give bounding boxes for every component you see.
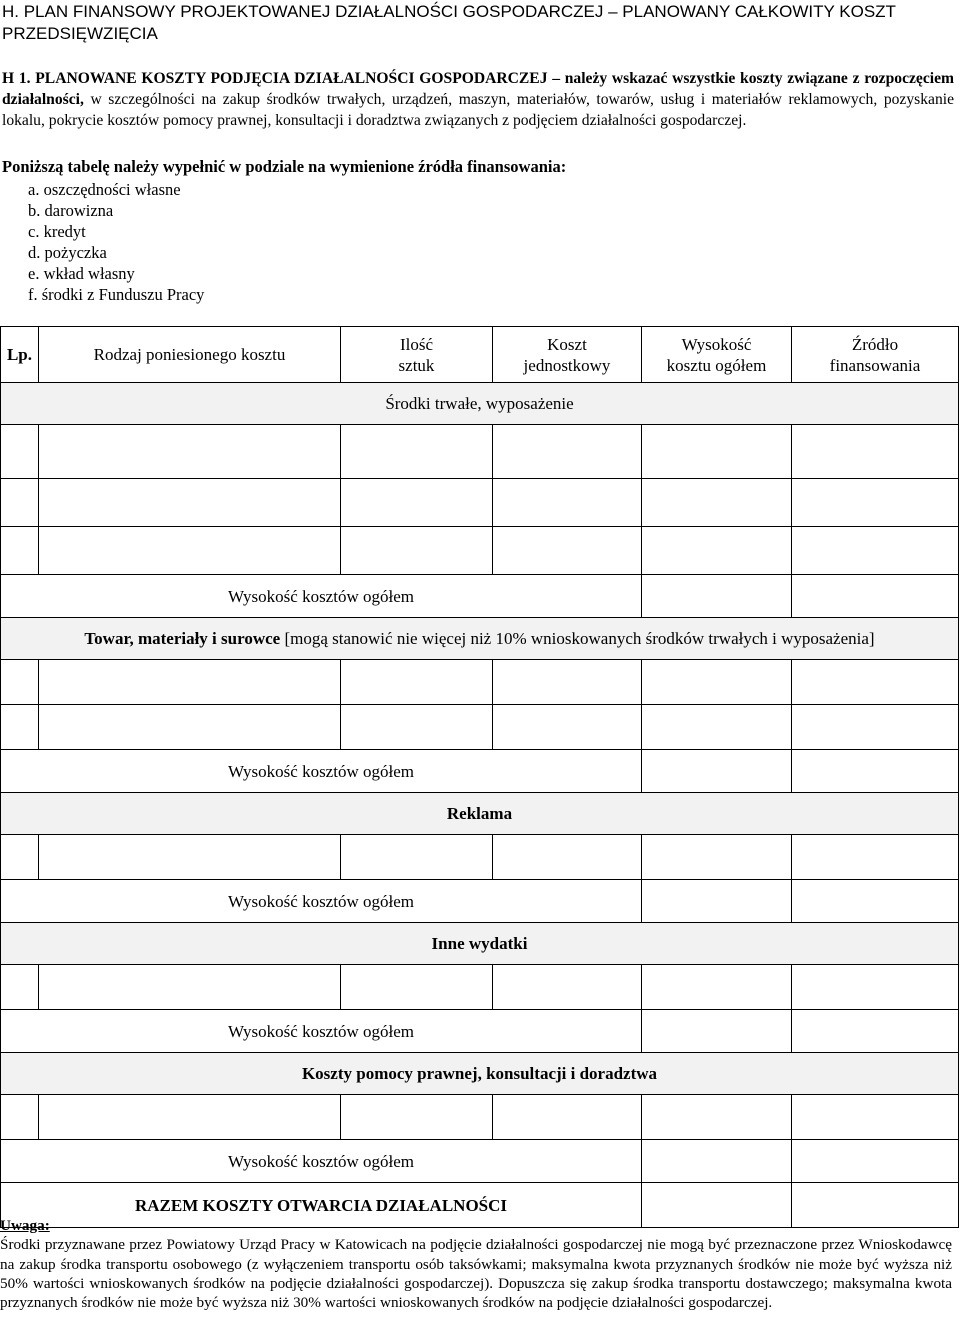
cell-funding-source[interactable] xyxy=(792,425,959,479)
funding-source-item: c. kredyt xyxy=(28,222,86,241)
cell-unit-cost[interactable] xyxy=(493,965,642,1010)
cell-cost-type[interactable] xyxy=(39,479,341,527)
subtotal-row xyxy=(1,575,959,618)
cell-quantity[interactable] xyxy=(341,479,493,527)
section-title-legal: Koszty pomocy prawnej, konsultacji i doradztwa xyxy=(1,1053,959,1095)
cell-quantity[interactable] xyxy=(341,1095,493,1140)
section-title-ads: Reklama xyxy=(1,793,959,835)
note-block xyxy=(0,1216,952,1312)
cell-lp[interactable] xyxy=(1,425,39,479)
table-row xyxy=(1,527,959,575)
table-row xyxy=(1,1095,959,1140)
cell-cost-type[interactable] xyxy=(39,660,341,705)
cell-lp[interactable] xyxy=(1,965,39,1010)
cell-funding-source[interactable] xyxy=(792,660,959,705)
funding-source-item: e. wkład własny xyxy=(28,264,135,283)
table-row xyxy=(1,705,959,750)
subtotal-label: Wysokość kosztów ogółem xyxy=(1,575,642,618)
cell-cost-type[interactable] xyxy=(39,835,341,880)
intro-paragraph xyxy=(2,68,954,131)
section-row-legal xyxy=(1,1053,959,1095)
subtotal-empty xyxy=(792,1010,959,1053)
subtotal-empty xyxy=(792,575,959,618)
intro-bold: H 1. PLANOWANE KOSZTY PODJĘCIA DZIAŁALNOŚCI GOSPODARCZEJ – należy wskazać wszystkie koszty związane z rozpoczęciem działalności, xyxy=(2,70,954,108)
cell-funding-source[interactable] xyxy=(792,527,959,575)
subtotal-value[interactable] xyxy=(642,880,792,923)
cell-cost-type[interactable] xyxy=(39,1095,341,1140)
cell-total-cost[interactable] xyxy=(642,965,792,1010)
cell-cost-type[interactable] xyxy=(39,527,341,575)
cell-lp[interactable] xyxy=(1,527,39,575)
header-total-cost: Wysokość kosztu ogółem xyxy=(642,327,792,383)
cell-cost-type[interactable] xyxy=(39,425,341,479)
subtotal-row xyxy=(1,1010,959,1053)
note-body: Środki przyznawane przez Powiatowy Urząd Pracy w Katowicach na podjęcie działalności gospodarczej nie mogą być przeznaczone przez Wnioskodawcę na zakup środka transportu osobowego (z wyłączeniem transportu osób taksówkami; maksymalna kwota przyznanych środków nie może być wyższa niż 50% wartości wnioskowanych środków na podjęcie działalności gospodarczej). Dopuszcza się zakup środka transportu dostawczego; maksymalna kwota przyznanych środków nie może być wyższa niż 30% wartości wnioskowanych środków na podjęcie działalności gospodarczej. xyxy=(0,1236,952,1312)
cell-quantity[interactable] xyxy=(341,705,493,750)
section-row-goods xyxy=(1,618,959,660)
funding-source-item: f. środki z Funduszu Pracy xyxy=(28,285,205,304)
subtotal-value[interactable] xyxy=(642,575,792,618)
cell-funding-source[interactable] xyxy=(792,965,959,1010)
cell-lp[interactable] xyxy=(1,705,39,750)
funding-sources-list xyxy=(28,179,204,305)
subtotal-label: Wysokość kosztów ogółem xyxy=(1,880,642,923)
cell-total-cost[interactable] xyxy=(642,660,792,705)
subtotal-row xyxy=(1,750,959,793)
subtotal-value[interactable] xyxy=(642,750,792,793)
subtotal-empty xyxy=(792,1140,959,1183)
header-unit-cost: Koszt jednostkowy xyxy=(493,327,642,383)
cell-unit-cost[interactable] xyxy=(493,660,642,705)
header-cost-type: Rodzaj poniesionego kosztu xyxy=(39,327,341,383)
cell-total-cost[interactable] xyxy=(642,479,792,527)
table-row xyxy=(1,660,959,705)
cell-funding-source[interactable] xyxy=(792,835,959,880)
subtotal-empty xyxy=(792,880,959,923)
subtotal-value[interactable] xyxy=(642,1010,792,1053)
header-quantity: Ilość sztuk xyxy=(341,327,493,383)
cell-total-cost[interactable] xyxy=(642,705,792,750)
subtotal-value[interactable] xyxy=(642,1140,792,1183)
table-row xyxy=(1,965,959,1010)
cell-funding-source[interactable] xyxy=(792,705,959,750)
cell-lp[interactable] xyxy=(1,479,39,527)
cell-lp[interactable] xyxy=(1,660,39,705)
cell-quantity[interactable] xyxy=(341,527,493,575)
cell-total-cost[interactable] xyxy=(642,527,792,575)
section-row-fixed-assets xyxy=(1,383,959,425)
cost-table xyxy=(0,326,959,1228)
funding-source-item: b. darowizna xyxy=(28,201,114,220)
cell-cost-type[interactable] xyxy=(39,705,341,750)
table-row xyxy=(1,479,959,527)
cell-unit-cost[interactable] xyxy=(493,425,642,479)
intro-normal: w szczególności na zakup środków trwałych, urządzeń, maszyn, materiałów, towarów, usług i materiałów reklamowych, pozyskanie lokalu, pokrycie kosztów pomocy prawnej, konsultacji i doradztwa związanych z podjęciem działalności gospodarczej. xyxy=(2,91,954,129)
funding-source-item: a. oszczędności własne xyxy=(28,180,181,199)
subtotal-row xyxy=(1,880,959,923)
cell-total-cost[interactable] xyxy=(642,425,792,479)
subtotal-row xyxy=(1,1140,959,1183)
funding-source-item: d. pożyczka xyxy=(28,243,107,262)
table-row xyxy=(1,835,959,880)
note-title: Uwaga: xyxy=(0,1217,50,1234)
subtotal-label: Wysokość kosztów ogółem xyxy=(1,1140,642,1183)
cell-cost-type[interactable] xyxy=(39,965,341,1010)
section-row-other xyxy=(1,923,959,965)
cell-lp[interactable] xyxy=(1,1095,39,1140)
grand-total-label: RAZEM KOSZTY OTWARCIA DZIAŁALNOŚCI xyxy=(1,1183,642,1228)
cell-unit-cost[interactable] xyxy=(493,835,642,880)
cell-total-cost[interactable] xyxy=(642,1095,792,1140)
header-lp: Lp. xyxy=(1,327,39,383)
table-row xyxy=(1,425,959,479)
cell-quantity[interactable] xyxy=(341,835,493,880)
subtotal-label: Wysokość kosztów ogółem xyxy=(1,1010,642,1053)
section-title-other: Inne wydatki xyxy=(1,923,959,965)
cell-total-cost[interactable] xyxy=(642,835,792,880)
cell-funding-source[interactable] xyxy=(792,1095,959,1140)
cell-quantity[interactable] xyxy=(341,660,493,705)
cell-unit-cost[interactable] xyxy=(493,527,642,575)
cell-lp[interactable] xyxy=(1,835,39,880)
cell-funding-source[interactable] xyxy=(792,479,959,527)
cell-unit-cost[interactable] xyxy=(493,705,642,750)
table-instruction: Poniższą tabelę należy wypełnić w podziale na wymienione źródła finansowania: xyxy=(2,157,567,176)
header-funding-source: Źródło finansowania xyxy=(792,327,959,383)
cell-unit-cost[interactable] xyxy=(493,479,642,527)
section-title-goods: Towar, materiały i surowce [mogą stanowić nie więcej niż 10% wnioskowanych środków trwałych i wyposażenia] xyxy=(1,618,959,660)
cell-quantity[interactable] xyxy=(341,425,493,479)
subtotal-empty xyxy=(792,750,959,793)
cell-unit-cost[interactable] xyxy=(493,1095,642,1140)
table-header-row xyxy=(1,327,959,383)
section-row-ads xyxy=(1,793,959,835)
cell-quantity[interactable] xyxy=(341,965,493,1010)
section-heading: H. PLAN FINANSOWY PROJEKTOWANEJ DZIAŁALNOŚCI GOSPODARCZEJ – PLANOWANY CAŁKOWITY KOSZT PRZEDSIĘWZIĘCIA xyxy=(2,2,896,43)
section-title-fixed-assets: Środki trwałe, wyposażenie xyxy=(1,383,959,425)
subtotal-label: Wysokość kosztów ogółem xyxy=(1,750,642,793)
